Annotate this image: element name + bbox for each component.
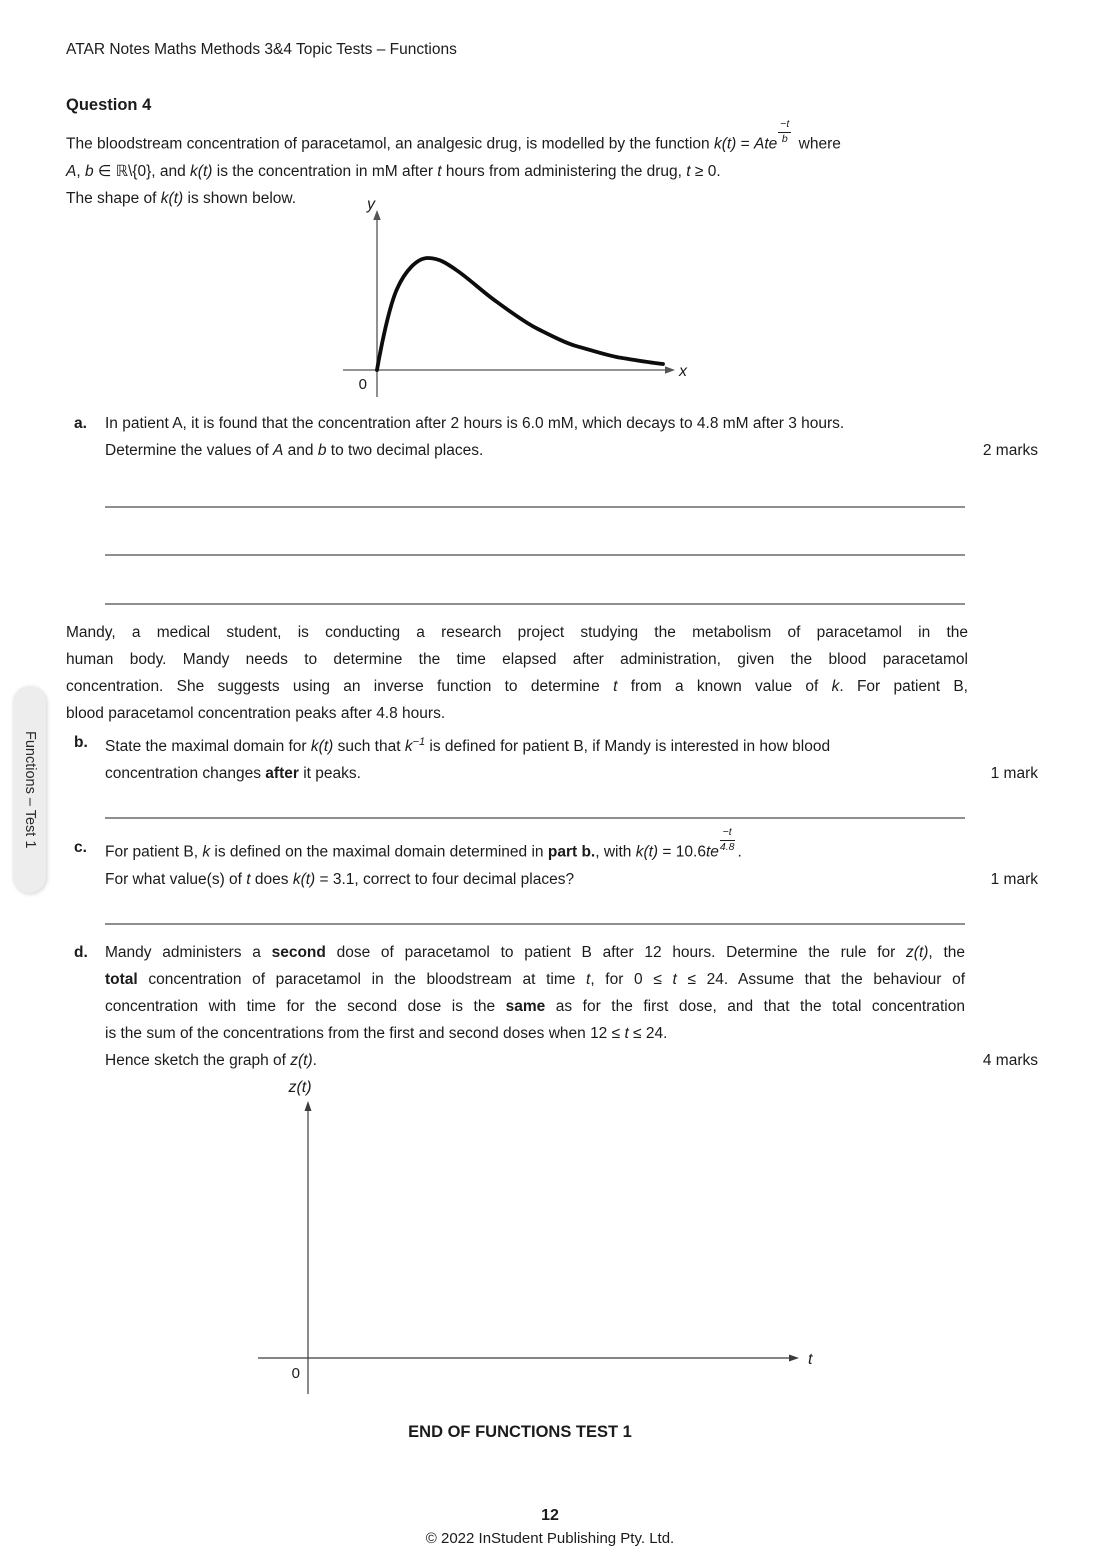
answer-line [105,506,965,508]
k-curve-graph [337,197,697,405]
mandy-paragraph [66,619,968,727]
k-concentration-curve [377,258,663,370]
answer-line [105,817,965,819]
part-d-marks: 4 marks [982,1052,1038,1069]
part-b-line-2: concentration changes after it peaks. [105,765,361,782]
t-axis-arrow-icon [789,1355,799,1362]
part-a-letter: a. [74,415,87,432]
part-c-letter: c. [74,839,87,856]
part-a-line-2: Determine the values of A and b to two decimal places. [105,442,484,459]
part-c [66,827,1038,893]
part-c-line-2: For what value(s) of t does k(t) = 3.1, correct to four decimal places? [105,870,575,888]
page-number: 12 [541,1507,559,1524]
question-intro-line-1: The bloodstream concentration of paracetamol, an analgesic drug, is modelled by the function k(t) = Ate $\frac{-t}{b}$ where [66,118,841,153]
question-4-block [66,92,968,212]
z-axis-arrow-icon [305,1101,312,1111]
answer-line [105,923,965,925]
z-axis-label: z(t) [288,1079,312,1096]
y-axis-label: y [367,197,375,213]
question-title: Question 4 [66,96,152,114]
t-axis-label: t [808,1351,813,1368]
sidebar-tab-functions-test-1 [13,686,46,893]
z-sketch-graph [248,1072,828,1402]
x-axis-label: x [679,363,687,380]
copyright-text: © 2022 InStudent Publishing Pty. Ltd. [425,1530,675,1547]
question-intro-line-2: A, b ∈ ℝ\{0}, and k(t) is the concentration in mM after t hours from administering the drug, t ≥ 0. [66,162,721,180]
mandy-line-3: concentration. She suggests using an inverse function to determine t from a known value of k. For patient B, [66,678,968,695]
part-a [66,410,1038,464]
part-b-marks: 1 mark [990,765,1038,782]
part-a-line-1: In patient A, it is found that the concentration after 2 hours is 6.0 mM, which decays to 4.8 mM after 3 hours. [105,415,845,432]
part-d-line-1: Mandy administers a second dose of paracetamol to patient B after 12 hours. Determine the rule for z(t), the [105,944,966,961]
end-of-test-text: END OF FUNCTIONS TEST 1 [408,1423,632,1441]
mandy-line-4: blood paracetamol concentration peaks after 4.8 hours. [66,705,446,722]
answer-line [105,554,965,556]
part-b-letter: b. [74,734,88,751]
part-d-line-2: total concentration of paracetamol in the bloodstream at time t, for 0 ≤ t ≤ 24. Assume that the behaviour of [105,971,966,988]
answer-line [105,603,965,605]
part-d [66,939,1038,1074]
mandy-line-2: human body. Mandy needs to determine the time elapsed after administration, given the blood paracetamol [66,651,968,668]
part-c-marks: 1 mark [990,870,1038,888]
page-header: ATAR Notes Maths Methods 3&4 Topic Tests – Functions [66,41,457,58]
part-d-line-5: Hence sketch the graph of z(t). [105,1052,317,1069]
question-intro-line-3: The shape of k(t) is shown below. [66,189,297,207]
origin-label: 0 [358,376,367,393]
part-d-letter: d. [74,944,88,961]
part-a-marks: 2 marks [982,442,1038,459]
part-b [66,729,1038,787]
mandy-line-1: Mandy, a medical student, is conducting a research project studying the metabolism of paracetamol in the [66,624,968,641]
part-d-line-4: is the sum of the concentrations from the first and second doses when 12 ≤ t ≤ 24. [105,1025,668,1042]
sidebar-tab-label: Functions – Test 1 [21,730,38,849]
part-b-line-1: State the maximal domain for k(t) such that $k^{-1}$ is defined for patient B, if Mandy is interested in how blood [105,736,831,755]
part-c-line-1: For patient B, k is defined on the maximal domain determined in part b., with k(t) = 10.6te $\frac{-t}{4.8}$ . [105,826,742,861]
origin-label: 0 [291,1365,300,1382]
x-axis-arrow-icon [665,366,675,374]
part-d-line-3: concentration with time for the second dose is the same as for the first dose, and that the total concentration [105,998,965,1015]
